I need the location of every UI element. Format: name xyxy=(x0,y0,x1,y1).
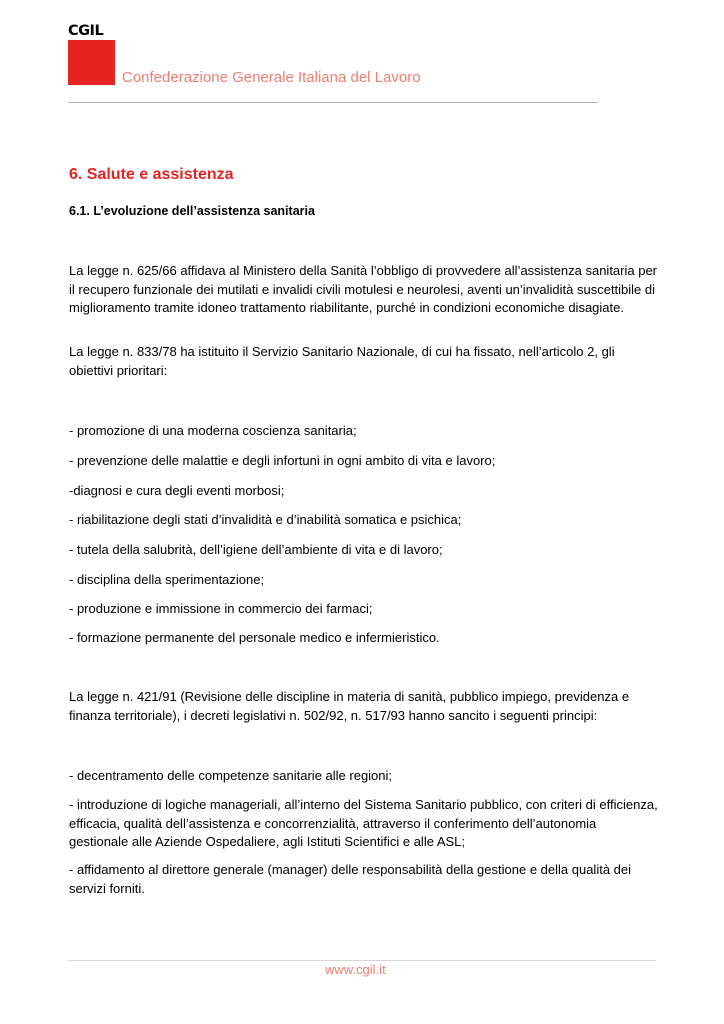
objective-item: - produzione e immissione in commercio dei farmaci; xyxy=(69,601,373,616)
cgil-logo xyxy=(68,23,116,85)
objective-item: - prevenzione delle malattie e degli infortuni in ogni ambito di vita e lavoro; xyxy=(69,453,496,468)
paragraph-law-625: La legge n. 625/66 affidava al Ministero della Sanità l’obbligo di provvedere all’assistenza sanitaria per il recupero funzionale dei mutilati e invalidi civili motulesi e neurolesi, aventi un’invalidità suscettibile di miglioramento tramite idoneo trattamento riabilitante, purché in condizioni economiche disagiate. xyxy=(69,263,658,315)
objective-item: -diagnosi e cura degli eventi morbosi; xyxy=(69,483,285,498)
footer-divider xyxy=(68,960,656,961)
objective-item: - riabilitazione degli stati d’invalidità e d’inabilità somatica e psichica; xyxy=(69,512,462,527)
organization-name: Confederazione Generale Italiana del Lavoro xyxy=(122,69,421,86)
principle-item: - affidamento al direttore generale (manager) delle responsabilità della gestione e della qualità dei servizi forniti. xyxy=(69,862,632,896)
paragraph-law-833: La legge n. 833/78 ha istituito il Servizio Sanitario Nazionale, di cui ha fissato, nell’articolo 2, gli obiettivi prioritari: xyxy=(69,344,615,378)
objective-item: - promozione di una moderna coscienza sanitaria; xyxy=(69,423,357,438)
logo-wordmark: CGIL xyxy=(68,23,104,39)
objective-item: - tutela della salubrità, dell’igiene dell’ambiente di vita e di lavoro; xyxy=(69,542,443,557)
footer-website-link[interactable]: www.cgil.it xyxy=(325,962,386,977)
paragraph-law-421: La legge n. 421/91 (Revisione delle discipline in materia di sanità, pubblico impiego, previdenza e finanza territoriale), i decreti legislativi n. 502/92, n. 517/93 hanno sancito i seguenti principi: xyxy=(69,689,630,723)
section-title: 6. Salute e assistenza xyxy=(69,166,234,183)
objective-item: - formazione permanente del personale medico e infermieristico. xyxy=(69,630,440,645)
section-subtitle: 6.1. L’evoluzione dell’assistenza sanitaria xyxy=(69,204,315,218)
objective-item: - disciplina della sperimentazione; xyxy=(69,572,265,587)
logo-red-square xyxy=(68,40,115,85)
principle-item: - decentramento delle competenze sanitarie alle regioni; xyxy=(69,768,393,783)
header-divider xyxy=(68,102,598,103)
principle-item: - introduzione di logiche manageriali, all’interno del Sistema Sanitario pubblico, con criteri di efficienza, efficacia, qualità dell’assistenza e concorrenzialità, attraverso il conferimento dell’autonomia gestionale alle Aziende Ospedaliere, agli Istituti Scientifici e alle ASL; xyxy=(69,797,658,849)
